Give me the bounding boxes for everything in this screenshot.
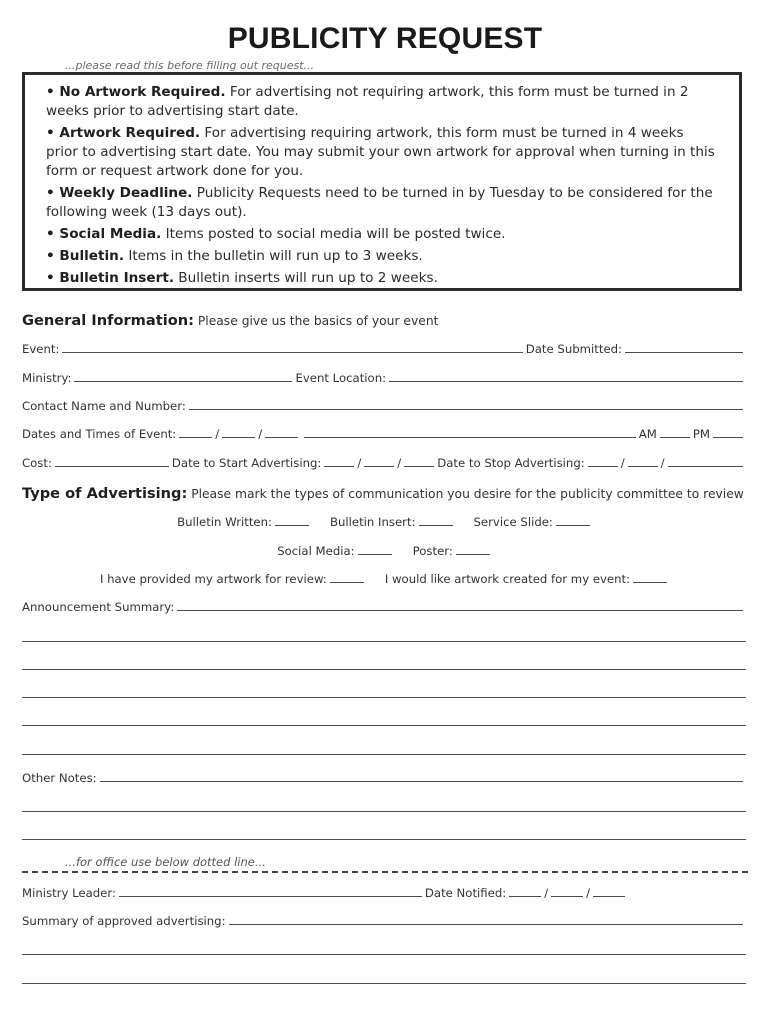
stop-day-field[interactable] [628, 466, 658, 467]
bulletin-written-field[interactable] [275, 525, 309, 526]
announcement-row [22, 600, 746, 614]
service-slide-field[interactable] [556, 525, 590, 526]
form-subtitle: ...please read this before filling out request... [65, 59, 315, 72]
ad-options-row-1 [0, 515, 770, 529]
event-day-field[interactable] [222, 437, 255, 438]
advertising-heading: Type of Advertising: Please mark the types of communication you desire for the publicity committee to review [22, 485, 744, 502]
date-submitted-label: Date Submitted: [525, 342, 622, 356]
service-slide-option: Service Slide: [474, 515, 593, 529]
other-notes-field[interactable] [100, 781, 743, 782]
rule-artwork: • Artwork Required. For advertising requiring artwork, this form must be turned in 4 weeks prior to advertising start date. You may submit your own artwork for approval when turning in this form or request artwork done for you. [46, 125, 715, 179]
approved-line-2[interactable] [22, 983, 746, 984]
announcement-line-4[interactable] [22, 725, 746, 726]
rule-social-media: • Social Media. Items posted to social media will be posted twice. [46, 226, 506, 242]
start-year-field[interactable] [404, 466, 434, 467]
contact-row [22, 399, 746, 413]
artwork-options-row [0, 572, 770, 586]
ministry-row [22, 371, 746, 385]
other-notes-line-2[interactable] [22, 839, 746, 840]
ministry-field[interactable] [74, 381, 292, 382]
event-year-field[interactable] [265, 437, 298, 438]
stop-advertising-label: Date to Stop Advertising: [437, 456, 585, 470]
bulletin-insert-field[interactable] [419, 525, 453, 526]
approved-summary-field[interactable] [229, 924, 743, 925]
event-field[interactable] [62, 352, 522, 353]
start-advertising-label: Date to Start Advertising: [171, 456, 322, 470]
rule-no-artwork: • No Artwork Required. For advertising not requiring artwork, this form must be turned in 2 weeks prior to advertising start date. [46, 84, 689, 119]
announcement-line-1[interactable] [22, 641, 746, 642]
cost-field[interactable] [55, 466, 169, 467]
office-use-note: ...for office use below dotted line... [65, 855, 266, 869]
poster-option: Poster: [413, 544, 493, 558]
pm-label: PM [692, 427, 710, 441]
other-notes-line-1[interactable] [22, 811, 746, 812]
rule-bulletin: • Bulletin. Items in the bulletin will run up to 3 weeks. [46, 248, 423, 264]
contact-field[interactable] [189, 409, 743, 410]
am-label: AM [638, 427, 657, 441]
approved-line-1[interactable] [22, 954, 746, 955]
ministry-leader-label: Ministry Leader: [22, 886, 116, 900]
dates-times-label: Dates and Times of Event: [22, 427, 177, 441]
ministry-leader-row: Ministry Leader: Date Notified: / / [22, 886, 746, 900]
start-month-field[interactable] [324, 466, 354, 467]
approved-summary-row [22, 914, 746, 928]
contact-label: Contact Name and Number: [22, 399, 186, 413]
announcement-line-2[interactable] [22, 669, 746, 670]
pm-field[interactable] [713, 437, 743, 438]
social-media-field[interactable] [358, 554, 392, 555]
rule-weekly-deadline: • Weekly Deadline. Publicity Requests need to be turned in by Tuesday to be considered for the following week (13 days out). [46, 185, 713, 220]
approved-summary-label: Summary of approved advertising: [22, 914, 226, 928]
dates-times-row: Dates and Times of Event: / / AM PM [22, 427, 746, 441]
cost-label: Cost: [22, 456, 52, 470]
am-field[interactable] [660, 437, 690, 438]
cost-row: Cost: Date to Start Advertising: / / Date to Stop Advertising: / / [22, 456, 746, 470]
bulletin-written-option: Bulletin Written: [177, 515, 312, 529]
rules-box [22, 72, 742, 291]
event-label: Event: [22, 342, 60, 356]
other-notes-label: Other Notes: [22, 771, 97, 785]
general-info-heading: General Information: Please give us the basics of your event [22, 312, 439, 329]
event-time-field[interactable] [304, 437, 636, 438]
event-location-label: Event Location: [295, 371, 387, 385]
announcement-label: Announcement Summary: [22, 600, 175, 614]
bulletin-insert-option: Bulletin Insert: [330, 515, 456, 529]
artwork-provided-field[interactable] [330, 582, 364, 583]
announcement-line-3[interactable] [22, 697, 746, 698]
date-submitted-field[interactable] [625, 352, 743, 353]
notified-year-field[interactable] [593, 896, 625, 897]
start-day-field[interactable] [364, 466, 394, 467]
artwork-created-field[interactable] [633, 582, 667, 583]
form-title: PUBLICITY REQUEST [227, 22, 543, 55]
rule-bulletin-insert: • Bulletin Insert. Bulletin inserts will run up to 2 weeks. [46, 270, 438, 286]
social-media-option: Social Media: [277, 544, 394, 558]
stop-year-field[interactable] [668, 466, 743, 467]
other-notes-row [22, 771, 746, 785]
ad-options-row-2 [0, 544, 770, 558]
office-divider [22, 871, 748, 873]
event-row [22, 342, 746, 356]
event-location-field[interactable] [389, 381, 743, 382]
notified-day-field[interactable] [551, 896, 583, 897]
poster-field[interactable] [456, 554, 490, 555]
ministry-leader-field[interactable] [119, 896, 422, 897]
artwork-provided-option: I have provided my artwork for review: [100, 572, 367, 586]
event-month-field[interactable] [179, 437, 212, 438]
date-notified-label: Date Notified: [424, 886, 507, 900]
announcement-field[interactable] [177, 610, 743, 611]
artwork-created-option: I would like artwork created for my event: [385, 572, 670, 586]
stop-month-field[interactable] [588, 466, 618, 467]
announcement-line-5[interactable] [22, 754, 746, 755]
notified-month-field[interactable] [509, 896, 541, 897]
ministry-label: Ministry: [22, 371, 72, 385]
